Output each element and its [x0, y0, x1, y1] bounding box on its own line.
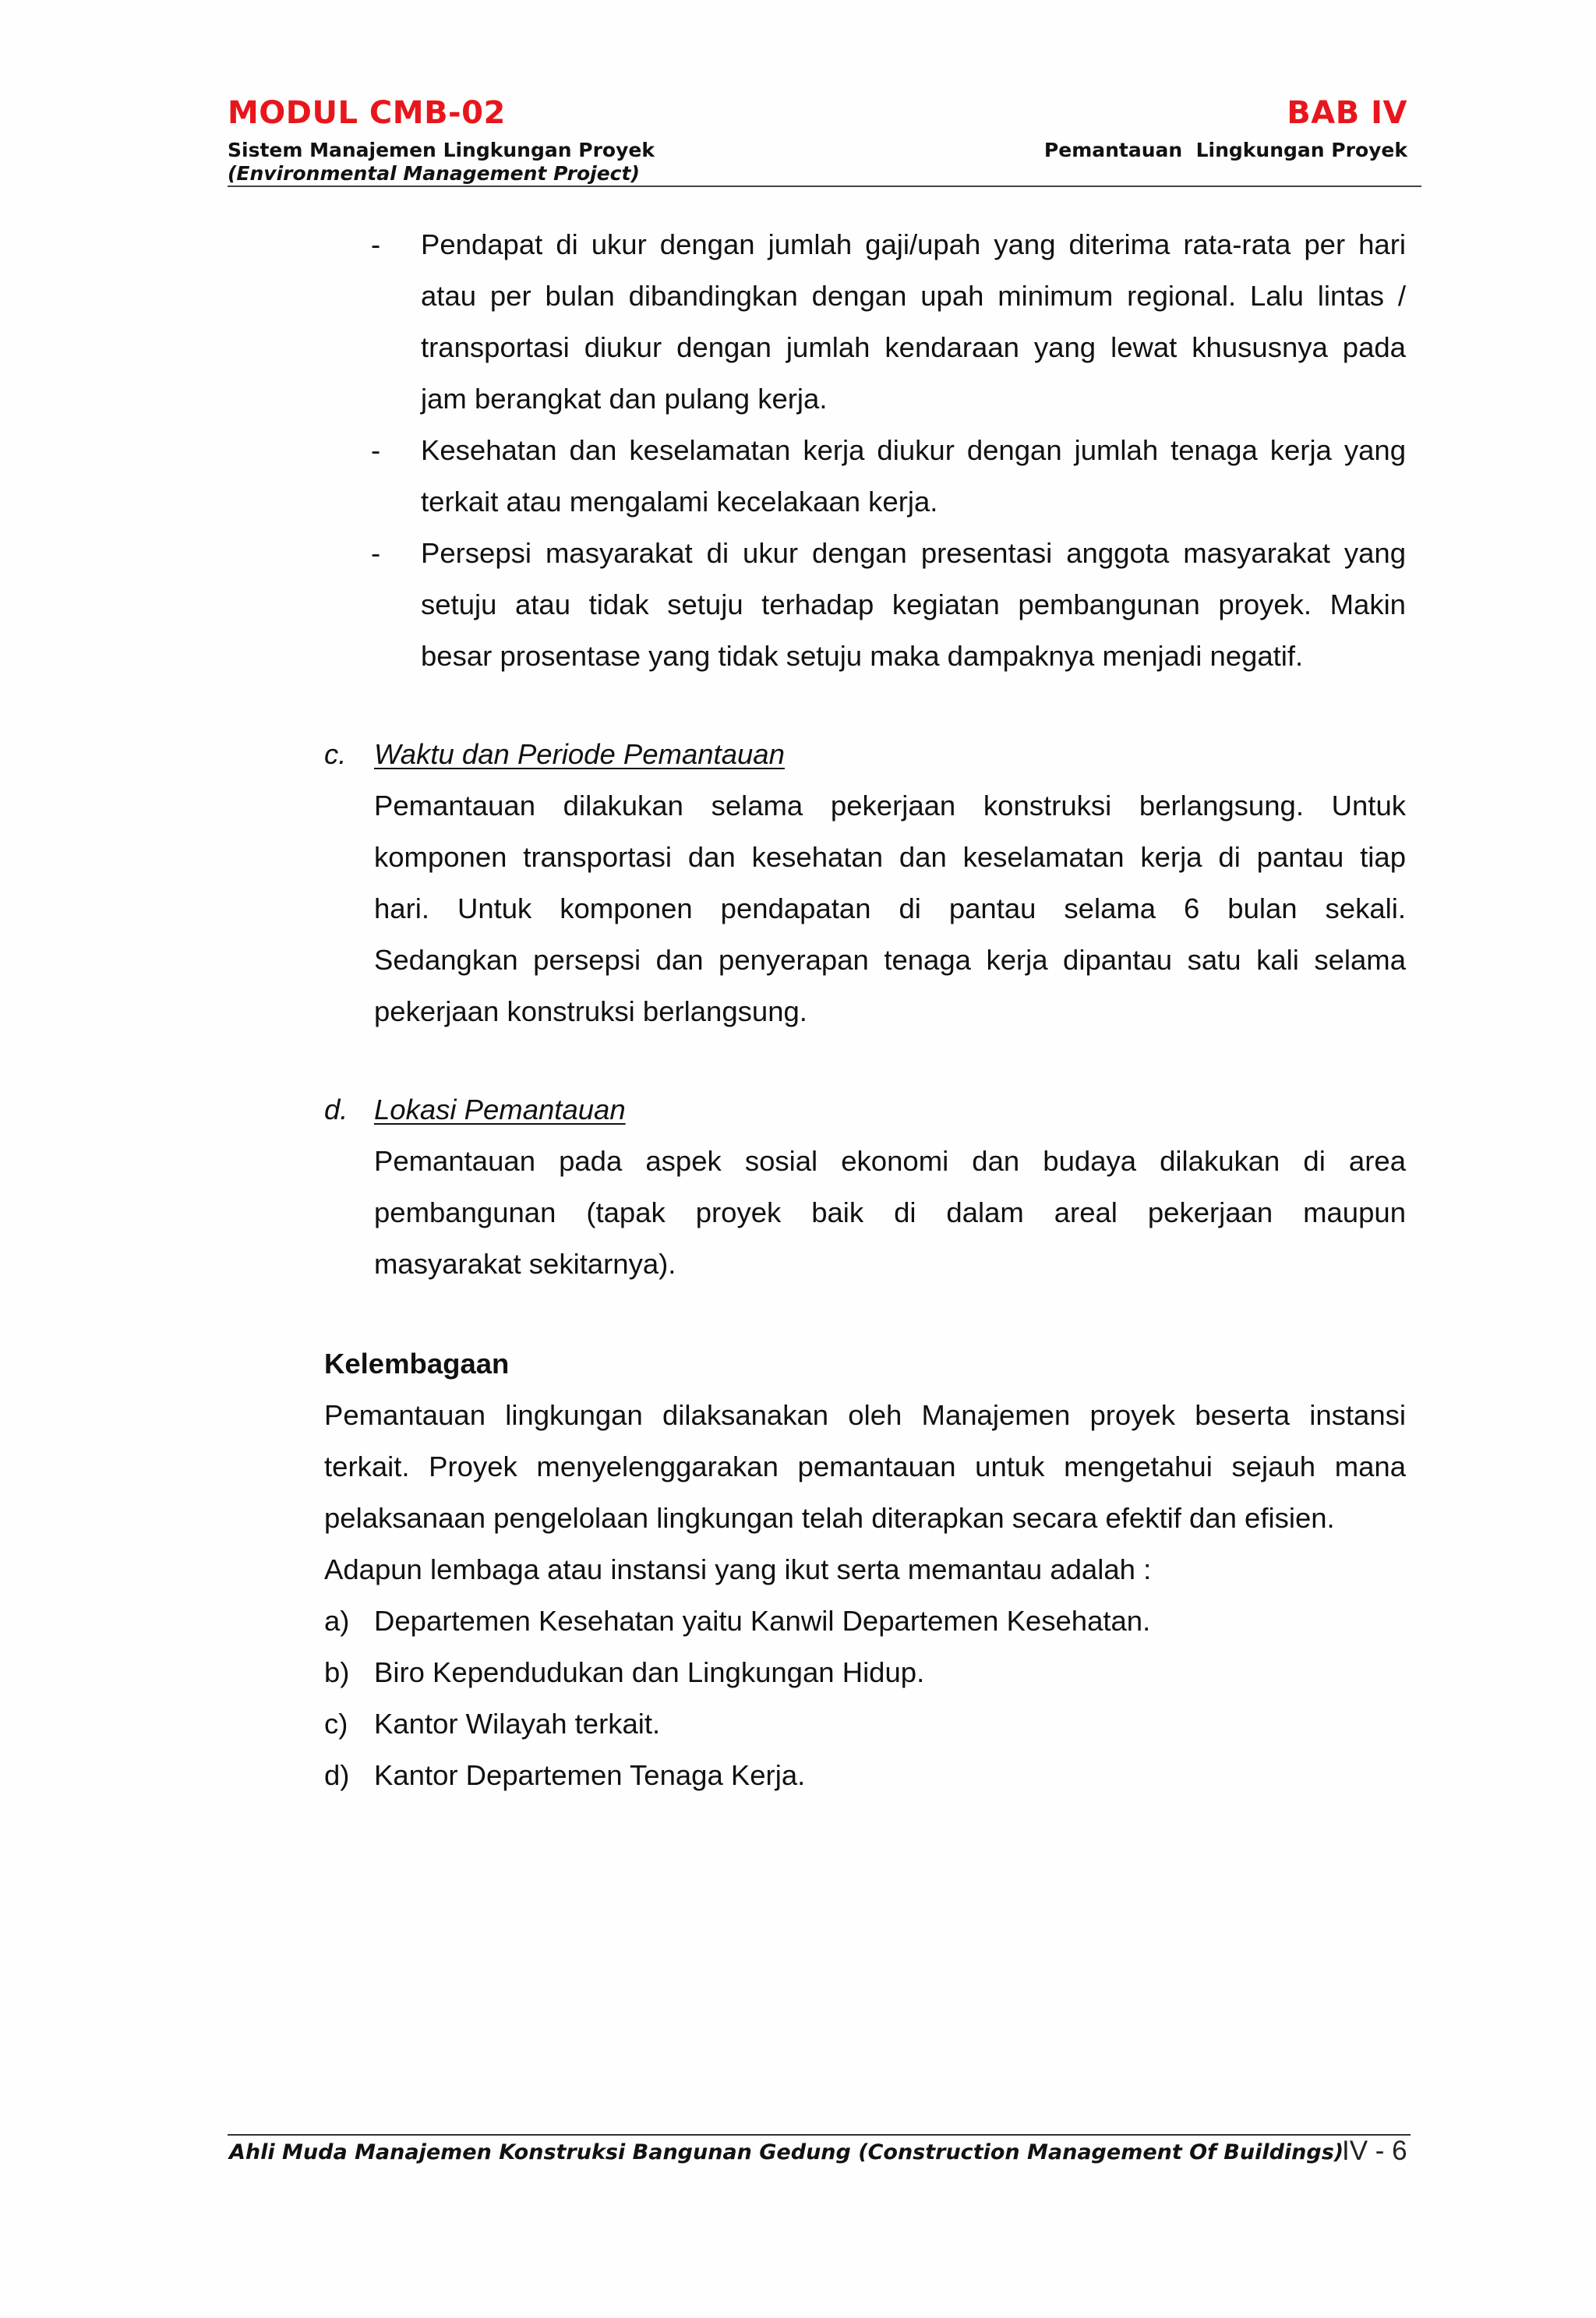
paragraph-line: pembangunan (tapak proyek baik di dalam areal pekerjaan maupun: [374, 1196, 1406, 1228]
bullet-dash: -: [371, 537, 381, 569]
paragraph-line: pelaksanaan pengelolaan lingkungan telah diterapkan secara efektif dan efisien.: [324, 1502, 1335, 1534]
section-heading: Lokasi Pemantauan: [374, 1094, 626, 1125]
list-marker: d): [324, 1759, 350, 1791]
list-item-text: Biro Kependudukan dan Lingkungan Hidup.: [374, 1656, 925, 1688]
paragraph-line: setuju atau tidak setuju terhadap kegiatan pembangunan proyek. Makin: [421, 588, 1406, 620]
bullet-dash: -: [371, 228, 381, 260]
list-item-text: Departemen Kesehatan yaitu Kanwil Departemen Kesehatan.: [374, 1605, 1151, 1637]
paragraph-line: Persepsi masyarakat di ukur dengan presentasi anggota masyarakat yang: [421, 537, 1406, 569]
page-header: [228, 95, 1421, 187]
list-marker: c): [324, 1708, 348, 1740]
paragraph-line: komponen transportasi dan kesehatan dan keselamatan kerja di pantau tiap: [374, 841, 1406, 873]
paragraph-line: Pemantauan dilakukan selama pekerjaan konstruksi berlangsung. Untuk: [374, 790, 1406, 822]
paragraph-line: masyarakat sekitarnya).: [374, 1248, 676, 1280]
paragraph-line: pekerjaan konstruksi berlangsung.: [374, 995, 807, 1027]
bullet-dash: -: [371, 434, 381, 466]
paragraph-line: Pendapat di ukur dengan jumlah gaji/upah yang diterima rata-rata per hari: [421, 228, 1406, 260]
section-marker: d.: [324, 1094, 348, 1125]
paragraph-line: Kesehatan dan keselamatan kerja diukur dengan jumlah tenaga kerja yang: [421, 434, 1406, 466]
list-marker: b): [324, 1656, 350, 1688]
section-heading: Kelembagaan: [324, 1348, 510, 1380]
paragraph-line: atau per bulan dibandingkan dengan upah minimum regional. Lalu lintas /: [421, 280, 1406, 312]
paragraph-line: terkait. Proyek menyelenggarakan pemantauan untuk mengetahui sejauh mana: [324, 1451, 1406, 1482]
page-number: IV - 6: [1342, 2136, 1407, 2166]
footer-text: Ahli Muda Manajemen Konstruksi Bangunan Gedung (Construction Management Of Buildings): [229, 2140, 1344, 2164]
module-subtitle: Sistem Manajemen Lingkungan Proyek: [228, 139, 655, 161]
header-divider: [228, 186, 1421, 187]
paragraph-line: Sedangkan persepsi dan penyerapan tenaga kerja dipantau satu kali selama: [374, 944, 1406, 976]
paragraph-line: Adapun lembaga atau instansi yang ikut serta memantau adalah :: [324, 1553, 1152, 1585]
chapter-title: BAB IV: [1287, 95, 1407, 131]
chapter-subtitle: Pemantauan Lingkungan Proyek: [1043, 139, 1407, 161]
paragraph-line: Pemantauan lingkungan dilaksanakan oleh Manajemen proyek beserta instansi: [324, 1399, 1406, 1431]
paragraph-line: Pemantauan pada aspek sosial ekonomi dan budaya dilakukan di area: [374, 1145, 1406, 1177]
list-item-text: Kantor Departemen Tenaga Kerja.: [374, 1759, 806, 1791]
paragraph-line: hari. Untuk komponen pendapatan di pantau selama 6 bulan sekali.: [374, 892, 1406, 924]
list-item-text: Kantor Wilayah terkait.: [374, 1708, 661, 1740]
module-title: MODUL CMB-02: [228, 95, 506, 131]
section-marker: c.: [324, 738, 347, 770]
list-marker: a): [324, 1605, 350, 1637]
section-heading: Waktu dan Periode Pemantauan: [374, 738, 785, 770]
paragraph-line: terkait atau mengalami kecelakaan kerja.: [421, 486, 938, 518]
module-subtitle-english: (Environmental Management Project): [228, 162, 640, 185]
paragraph-line: jam berangkat dan pulang kerja.: [421, 383, 828, 415]
footer-divider: [228, 2134, 1411, 2136]
paragraph-line: besar prosentase yang tidak setuju maka dampaknya menjadi negatif.: [421, 640, 1304, 672]
paragraph-line: transportasi diukur dengan jumlah kendaraan yang lewat khususnya pada: [421, 331, 1406, 363]
